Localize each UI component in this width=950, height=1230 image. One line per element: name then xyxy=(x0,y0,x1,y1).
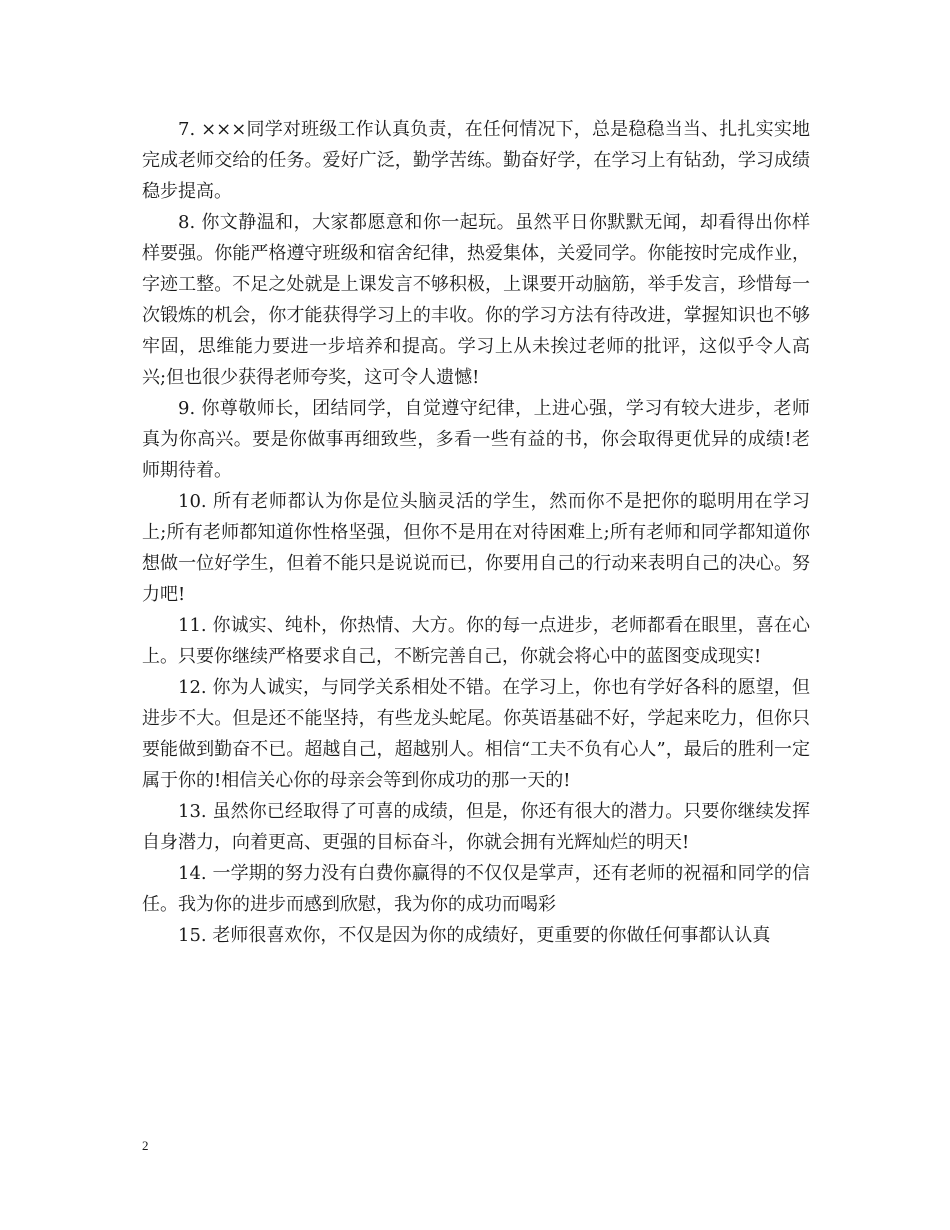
page-number: 2 xyxy=(142,1138,149,1153)
document-body xyxy=(142,114,810,951)
paragraph-11: 11. 你诚实、纯朴，你热情、大方。你的每一点进步，老师都看在眼里，喜在心上。只要你继续严格要求自己，不断完善自己，你就会将心中的蓝图变成现实! xyxy=(142,615,810,667)
paragraph-14: 14. 一学期的努力没有白费你赢得的不仅仅是掌声，还有老师的祝福和同学的信任。我为你的进步而感到欣慰，我为你的成功而喝彩 xyxy=(142,863,810,915)
paragraph-10: 10. 所有老师都认为你是位头脑灵活的学生，然而你不是把你的聪明用在学习上;所有老师都知道你性格坚强，但你不是用在对待困难上;所有老师和同学都知道你想做一位好学生，但着不能只是说说而已，你要用自己的行动来表明自己的决心。努力吧! xyxy=(142,491,810,605)
paragraph-8: 8. 你文静温和，大家都愿意和你一起玩。虽然平日你默默无闻，却看得出你样样要强。你能严格遵守班级和宿舍纪律，热爱集体，关爱同学。你能按时完成作业，字迹工整。不足之处就是上课发言不够积极，上课要开动脑筋，举手发言，珍惜每一次锻炼的机会，你才能获得学习上的丰收。你的学习方法有待改进，掌握知识也不够牢固，思维能力要进一步培养和提高。学习上从未挨过老师的批评，这似乎令人高兴;但也很少获得老师夸奖，这可令人遗憾! xyxy=(142,212,810,388)
paragraph-12: 12. 你为人诚实，与同学关系相处不错。在学习上，你也有学好各科的愿望，但进步不大。但是还不能坚持，有些龙头蛇尾。你英语基础不好，学起来吃力，但你只要能做到勤奋不已。超越自己，超越别人。相信“工夫不负有心人”，最后的胜利一定属于你的!相信关心你的母亲会等到你成功的那一天的! xyxy=(142,677,810,791)
paragraph-9: 9. 你尊敬师长，团结同学，自觉遵守纪律，上进心强，学习有较大进步，老师真为你高兴。要是你做事再细致些，多看一些有益的书，你会取得更优异的成绩!老师期待着。 xyxy=(142,398,810,481)
paragraph-15: 15. 老师很喜欢你，不仅是因为你的成绩好，更重要的你做任何事都认认真 xyxy=(178,925,771,946)
paragraph-13: 13. 虽然你已经取得了可喜的成绩，但是，你还有很大的潜力。只要你继续发挥自身潜力，向着更高、更强的目标奋斗，你就会拥有光辉灿烂的明天! xyxy=(142,801,810,853)
paragraph-7: 7. ×××同学对班级工作认真负责，在任何情况下，总是稳稳当当、扎扎实实地完成老师交给的任务。爱好广泛，勤学苦练。勤奋好学，在学习上有钻劲，学习成绩稳步提高。 xyxy=(142,119,810,202)
